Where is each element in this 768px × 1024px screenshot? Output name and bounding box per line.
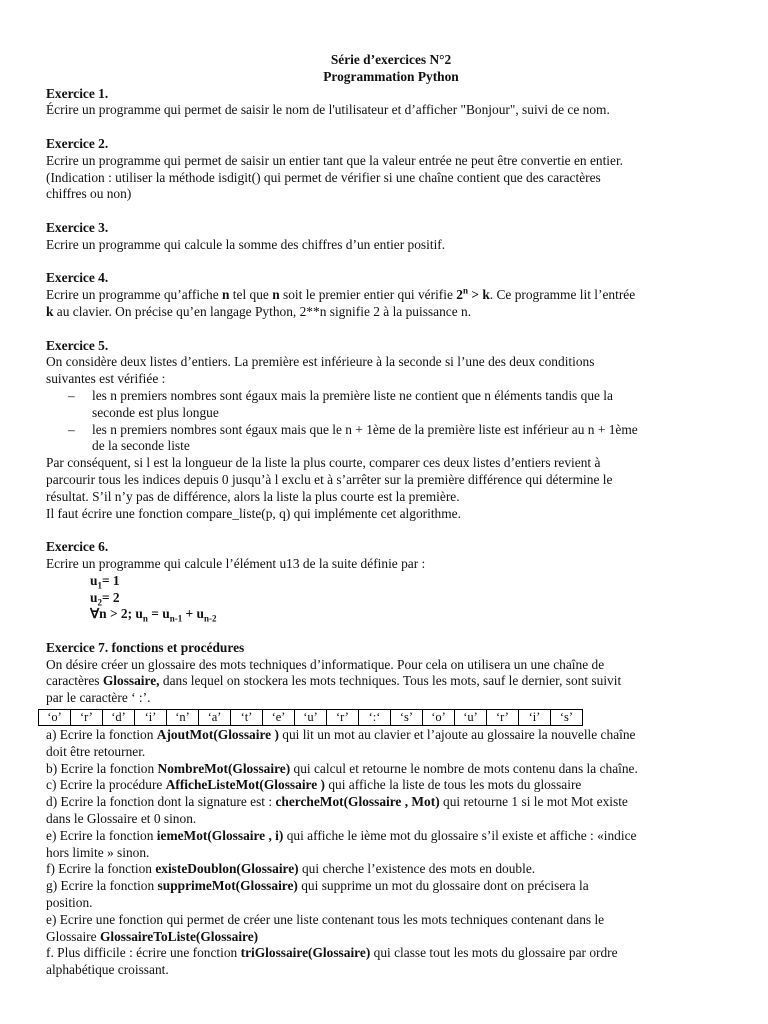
formula-u2: $u_2= 2$ — [90, 589, 120, 608]
glossary-char-cell: ‘o’ — [39, 710, 71, 726]
item-i-line-2: alphabétique croissant. — [46, 962, 169, 978]
exercise-1-heading: Exercice 1. — [46, 85, 109, 101]
dash-bullet: – — [68, 421, 75, 437]
glossary-char-table — [38, 709, 583, 726]
glossary-char-cell: ‘s’ — [551, 710, 583, 726]
exercise-5-bullet-2: – les n premiers nombres sont égaux mais que le n + 1ème de la première liste est inférieur au n + 1ème de la seconde liste — [68, 421, 638, 454]
exercise-4-heading: Exercice 4. — [46, 270, 109, 286]
item-f: f) Ecrire la fonction existeDoublon(Glossaire) qui cherche l’existence des mots en double. — [46, 861, 536, 877]
item-d-line-2: dans le Glossaire et 0 sinon. — [46, 811, 197, 827]
glossary-char-cell: ‘t’ — [231, 710, 263, 726]
exercise-7-heading: Exercice 7. fonctions et procédures — [46, 639, 245, 655]
document-page — [46, 52, 736, 979]
formula-u1: $u_1= 1$ — [90, 572, 120, 591]
glossary-char-cell: ‘e’ — [263, 710, 295, 726]
item-h-line-1: e) Ecrire une fonction qui permet de créer une liste contenant tous les mots techniques contenant dans le — [46, 911, 605, 927]
exercise-2-line-3: chiffres ou non) — [46, 186, 132, 202]
glossary-char-cell: ‘r’ — [327, 710, 359, 726]
item-e-line-2: hors limite » sinon. — [46, 844, 150, 860]
glossary-char-cell: ‘i’ — [135, 710, 167, 726]
exercise-5-para-3: résultat. S’il n’y pas de différence, alors la liste la plus courte est la première. — [46, 488, 460, 504]
exercise-1-text: Écrire un programme qui permet de saisir le nom de l'utilisateur et d’afficher "Bonjour", suivi de ce nom. — [46, 102, 610, 118]
glossary-char-cell: ‘r’ — [487, 710, 519, 726]
exercise-5-heading: Exercice 5. — [46, 337, 109, 353]
glossary-char-cell: ‘r’ — [71, 710, 103, 726]
exercise-3-heading: Exercice 3. — [46, 219, 109, 235]
formula-recurrence: ∀n > 2; $u_n = u_{n-1} + u_{n-2}$ — [90, 606, 217, 624]
item-g-line-2: position. — [46, 895, 93, 911]
exercise-6-text: Ecrire un programme qui calcule l’élément u13 de la suite définie par : — [46, 555, 426, 571]
glossary-char-cell: ‘a’ — [199, 710, 231, 726]
exercise-7-line-2: caractères Glossaire, dans lequel on stockera les mots techniques. Tous les mots, sauf le dernier, sont suivit — [46, 673, 622, 689]
exercise-5-line-1: On considère deux listes d’entiers. La première est inférieure à la seconde si l’une des deux conditions — [46, 354, 595, 370]
exercise-5-para-2: parcourir tous les indices depuis 0 jusqu’à l exclu et à s’arrêter sur la première différence qui détermine le — [46, 471, 613, 487]
glossary-char-cell: ‘s’ — [391, 710, 423, 726]
item-a-line-2: doit être retourner. — [46, 743, 146, 759]
glossary-char-cell: ‘u’ — [295, 710, 327, 726]
glossary-char-cell: ‘:‘ — [359, 710, 391, 726]
exercise-5-line-2: suivantes est vérifiée : — [46, 371, 166, 387]
glossary-char-cell: ‘i’ — [519, 710, 551, 726]
exercise-5-para-4: Il faut écrire une fonction compare_liste(p, q) qui implémente cet algorithme. — [46, 505, 461, 521]
title-line-1: Série d’exercices N°2 — [330, 52, 452, 67]
exercise-2-line-1: Ecrire un programme qui permet de saisir un entier tant que la valeur entrée ne peut être convertie en entier. — [46, 152, 624, 168]
glossary-char-cell: ‘u’ — [455, 710, 487, 726]
exercise-7-line-1: On désire créer un glossaire des mots techniques d’informatique. Pour cela on utilisera un une chaîne de — [46, 656, 605, 672]
exercise-2-heading: Exercice 2. — [46, 135, 109, 151]
dash-bullet: – — [68, 387, 75, 403]
item-c: c) Ecrire la procédure AfficheListeMot(Glossaire ) qui affiche la liste de tous les mots du glossaire — [46, 777, 582, 793]
item-e-line-1: e) Ecrire la fonction iemeMot(Glossaire , i) qui affiche le ième mot du glossaire s’il existe et affiche : «indice — [46, 827, 637, 843]
exercise-5-bullet-1: – les n premiers nombres sont égaux mais la première liste ne contient que n éléments tandis que la seconde est plus longue — [68, 387, 613, 420]
glossary-char-row — [39, 710, 583, 726]
item-g-line-1: g) Ecrire la fonction supprimeMot(Glossaire) qui supprime un mot du glossaire dont on précisera la — [46, 878, 589, 894]
item-h-line-2: Glossaire GlossaireToListe(Glossaire) — [46, 928, 259, 944]
exercise-4-line-2: k au clavier. On précise qu’en langage Python, 2**n signifie 2 à la puissance n. — [46, 303, 472, 319]
item-i-line-1: f. Plus difficile : écrire une fonction triGlossaire(Glossaire) qui classe tout les mots du glossaire par ordre — [46, 945, 618, 961]
title-line-2: Programmation Python — [323, 68, 459, 84]
exercise-3-text: Ecrire un programme qui calcule la somme des chiffres d’un entier positif. — [46, 236, 446, 252]
exercise-4-line-1: Ecrire un programme qu’affiche n tel que n soit le premier entier qui vérifie $2^n > k$. Ce programme lit l’entrée — [46, 285, 636, 303]
glossary-char-cell: ‘d’ — [103, 710, 135, 726]
exercise-6-heading: Exercice 6. — [46, 539, 109, 555]
item-b: b) Ecrire la fonction NombreMot(Glossaire) qui calcul et retourne le nombre de mots contenu dans la chaîne. — [46, 760, 638, 776]
exercise-7-line-3: par le caractère ‘ :’. — [46, 690, 151, 706]
exercise-2-line-2: (Indication : utiliser la méthode isdigit() qui permet de vérifier si une chaîne contient que des caractères — [46, 169, 601, 185]
glossary-char-cell: ‘n’ — [167, 710, 199, 726]
item-d-line-1: d) Ecrire la fonction dont la signature est : chercheMot(Glossaire , Mot) qui retourne 1 si le mot Mot existe — [46, 794, 628, 810]
item-a-line-1: a) Ecrire la fonction AjoutMot(Glossaire ) qui lit un mot au clavier et l’ajoute au glossaire la nouvelle chaîne — [46, 727, 636, 743]
glossary-char-cell: ‘o’ — [423, 710, 455, 726]
exercise-5-para-1: Par conséquent, si l est la longueur de la liste la plus courte, comparer ces deux listes d’entiers revient à — [46, 455, 601, 471]
